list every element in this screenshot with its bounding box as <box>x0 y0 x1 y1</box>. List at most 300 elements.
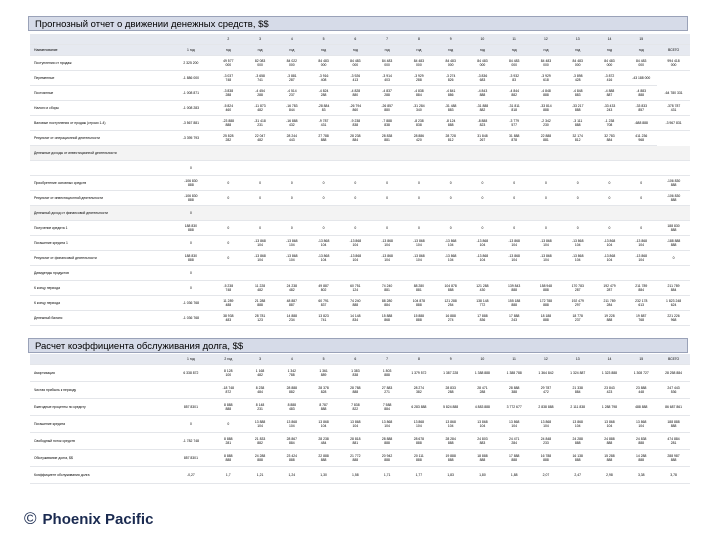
table-cell: К концу периода <box>30 296 169 311</box>
table-cell: -4 883 888 <box>625 86 657 101</box>
table-cell: -3 926 413 <box>339 71 371 86</box>
table-cell <box>498 146 530 161</box>
table-cell: 0 <box>212 176 244 191</box>
table-cell: 0 <box>403 176 435 191</box>
table-cell <box>530 266 562 281</box>
table-cell <box>562 161 594 176</box>
table-cell: 84 483 000 <box>371 56 403 71</box>
table-cell: Обслуживание долга, $$ <box>30 450 169 467</box>
table-cell: 28 838 881 <box>371 131 403 146</box>
table-cell: 28 284 888 <box>435 433 467 450</box>
table-cell: 1 388 788 <box>498 365 530 382</box>
table-cell: Денежный баланс <box>30 311 169 326</box>
table-cell <box>371 206 403 221</box>
table-cell: 6 283 888 <box>403 399 435 416</box>
table-cell: 0 <box>371 191 403 206</box>
table-cell <box>276 146 308 161</box>
table-cell: -4 837 288 <box>371 86 403 101</box>
table-cell: 0 <box>244 221 276 236</box>
table-cell: 24 471 284 <box>498 433 530 450</box>
table-cell: 16 138 888 <box>562 450 594 467</box>
table-cell: 19 228 888 <box>594 311 626 326</box>
table-cell: -13 868 104 <box>498 236 530 251</box>
table-cell: 0 <box>594 221 626 236</box>
table-cell: 3 772 677 <box>498 399 530 416</box>
table-cell: 0 <box>308 221 340 236</box>
table-cell: 1,71 <box>371 467 403 484</box>
table-cell: 84 483 000 <box>403 56 435 71</box>
table-cell: 0 <box>212 191 244 206</box>
table-cell: 13 868 104 <box>562 416 594 433</box>
table-cell: 1 383 838 <box>339 365 371 382</box>
table-cell: год <box>498 45 530 56</box>
table-cell: 1,30 <box>308 467 340 484</box>
table-cell: год <box>308 45 340 56</box>
table-cell: -3 274 826 <box>435 71 467 86</box>
table-cell <box>657 146 690 161</box>
table-cell <box>498 161 530 176</box>
table-cell: -3 567 881 <box>169 116 212 131</box>
table-cell: Постоянные <box>30 86 169 101</box>
table-cell: 14 148 834 <box>339 311 371 326</box>
table-cell: -13 868 104 <box>594 251 626 266</box>
table-cell: 4 <box>276 354 308 365</box>
table-cell: 15 888 888 <box>403 311 435 326</box>
table-cell <box>308 206 340 221</box>
table-cell: 28 471 288 <box>467 382 499 399</box>
table-cell: 29 787 472 <box>530 382 562 399</box>
table-cell: -1 782 748 <box>169 433 212 450</box>
table-cell: 211 789 884 <box>625 281 657 296</box>
table-cell: 28 888 888 <box>371 433 403 450</box>
cashflow-report-title: Прогнозный отчет о движении денежных средств, $$ <box>28 16 688 31</box>
table-cell: 1,58 <box>339 467 371 484</box>
table-cell <box>625 266 657 281</box>
table-cell: -0,27 <box>169 467 212 484</box>
table-cell: -13 868 104 <box>530 236 562 251</box>
table-cell: 8 888 888 <box>212 399 244 416</box>
table-cell: -4 454 288 <box>244 86 276 101</box>
table-cell: 84 483 000 <box>435 56 467 71</box>
table-cell: 188 830 888 <box>657 221 690 236</box>
table-cell: 8 128 100 <box>212 365 244 382</box>
table-cell: 0 <box>435 191 467 206</box>
table-cell: 188 830 888 <box>169 221 212 236</box>
table-cell: 211 789 284 <box>594 296 626 311</box>
table-cell: 0 <box>625 191 657 206</box>
table-cell: 9 <box>435 34 467 45</box>
table-cell: 9 <box>435 354 467 365</box>
table-cell: -33 433 243 <box>594 101 626 116</box>
table-cell: 14 <box>594 354 626 365</box>
table-cell: 15 888 868 <box>371 311 403 326</box>
table-cell: 2 111 838 <box>562 399 594 416</box>
table-cell: 2 838 888 <box>530 399 562 416</box>
table-cell: 24 288 888 <box>244 450 276 467</box>
table-cell <box>435 266 467 281</box>
table-cell: 188 888 888 <box>657 416 690 433</box>
table-cell: 13 <box>562 34 594 45</box>
table-cell: -3 932 83 <box>498 71 530 86</box>
table-cell: 0 <box>435 176 467 191</box>
table-cell: -13 868 104 <box>435 251 467 266</box>
table-cell: 1 168 482 <box>244 365 276 382</box>
table-cell: 13 868 104 <box>371 416 403 433</box>
table-cell: Получение кредита 1 <box>30 221 169 236</box>
table-cell: 0 <box>403 191 435 206</box>
table-cell: 23 424 888 <box>276 450 308 467</box>
table-cell: 88 280 884 <box>371 296 403 311</box>
table-cell: 7 <box>371 34 403 45</box>
table-cell: 24 888 888 <box>594 433 626 450</box>
table-cell: -4 828 880 <box>339 86 371 101</box>
table-cell: 170 783 287 <box>562 281 594 296</box>
table-cell: -3 779 577 <box>498 116 530 131</box>
table-cell <box>657 161 690 176</box>
table-cell: 0 <box>467 221 499 236</box>
table-cell: 60 791 837 <box>308 296 340 311</box>
debt-service-table <box>30 354 690 484</box>
table-cell: 139 843 888 <box>498 281 530 296</box>
table-cell: -4 841 886 <box>435 86 467 101</box>
table-cell: -13 868 104 <box>594 236 626 251</box>
table-row <box>30 450 690 467</box>
table-cell: -31 418 231 <box>244 116 276 131</box>
table-cell: -13 868 104 <box>403 251 435 266</box>
table-cell: 0 <box>212 416 244 433</box>
table-cell: 3 <box>244 34 276 45</box>
table-cell: -13 868 104 <box>308 251 340 266</box>
table-cell: 28 888 388 <box>498 382 530 399</box>
table-cell <box>562 146 594 161</box>
table-cell: -13 868 104 <box>467 251 499 266</box>
table-cell: 994 418 000 <box>657 56 690 71</box>
table-cell: 8 888 281 <box>212 433 244 450</box>
table-cell: 488 888 <box>625 399 657 416</box>
table-cell: 857 8301 <box>169 450 212 467</box>
table-row <box>30 236 690 251</box>
table-cell: 28 678 888 <box>403 433 435 450</box>
copyright-icon: © <box>24 509 37 528</box>
table-cell: 28 274 382 <box>403 382 435 399</box>
table-cell <box>169 146 212 161</box>
table-cell: 5 <box>308 354 340 365</box>
header-row <box>30 45 690 56</box>
table-cell: 192 479 297 <box>562 296 594 311</box>
table-cell: 5 <box>308 34 340 45</box>
table-row <box>30 382 690 399</box>
table-cell: -31 488 883 <box>435 101 467 116</box>
table-cell: 3,78 <box>657 467 690 484</box>
table-cell: -1 036 768 <box>169 296 212 311</box>
table-cell: -11 873 482 <box>244 101 276 116</box>
table-cell: 31 888 878 <box>498 131 530 146</box>
table-cell: Амортизация <box>30 365 169 382</box>
table-cell <box>308 146 340 161</box>
table-cell: -18 748 872 <box>212 382 244 399</box>
table-cell: 0 <box>498 221 530 236</box>
table-cell: 7 588 884 <box>371 399 403 416</box>
table-row <box>30 281 690 296</box>
table-cell: 84 483 000 <box>625 56 657 71</box>
table-cell: -13 868 104 <box>498 251 530 266</box>
table-cell: -1 008 283 <box>169 101 212 116</box>
table-cell: Результат от инвестиционной деятельности <box>30 191 169 206</box>
table-row <box>30 191 690 206</box>
table-cell: 22 888 888 <box>308 450 340 467</box>
table-cell: 84 483 000 <box>530 56 562 71</box>
table-cell: -13 868 104 <box>371 236 403 251</box>
table-cell: 232 178 613 <box>625 296 657 311</box>
table-cell: 18 888 888 <box>467 450 499 467</box>
table-cell <box>467 266 499 281</box>
table-cell: 1,21 <box>244 467 276 484</box>
table-cell: 18 778 237 <box>562 311 594 326</box>
table-cell: год <box>435 45 467 56</box>
table-cell: 28 781 123 <box>244 311 276 326</box>
table-cell: Приобретение основных средств <box>30 176 169 191</box>
table-cell <box>403 161 435 176</box>
table-cell: -3 929 618 <box>530 71 562 86</box>
table-cell: 38 938 483 <box>212 311 244 326</box>
table-cell: 121 288 430 <box>467 281 499 296</box>
table-cell: 13 888 104 <box>244 416 276 433</box>
table-cell: год <box>467 45 499 56</box>
table-cell: Поступления от продаж <box>30 56 169 71</box>
table-cell: -31 284 340 <box>403 101 435 116</box>
table-cell: -13 868 104 <box>562 236 594 251</box>
table-cell: 21 833 882 <box>244 433 276 450</box>
table-cell: -43 188 000 <box>625 71 657 86</box>
table-cell <box>169 34 212 45</box>
table-cell: 13 868 104 <box>435 416 467 433</box>
table-cell <box>30 34 169 45</box>
table-cell: 25 828 282 <box>212 131 244 146</box>
table-cell: 28 238 484 <box>308 433 340 450</box>
table-cell: 0 <box>169 236 212 251</box>
table-cell: год <box>276 45 308 56</box>
table-cell: -3 881 287 <box>276 71 308 86</box>
table-cell: 28 378 828 <box>308 382 340 399</box>
table-cell: -3 395 793 <box>169 131 212 146</box>
table-cell: 19 888 888 <box>435 450 467 467</box>
table-cell: 15 <box>625 34 657 45</box>
table-row <box>30 416 690 433</box>
table-cell: 0 <box>339 221 371 236</box>
table-cell: 172 788 888 <box>530 296 562 311</box>
table-cell: 27 788 888 <box>308 131 340 146</box>
table-cell <box>467 146 499 161</box>
table-cell: 221 226 968 <box>657 311 690 326</box>
table-cell: Коэффициент обслуживания долга <box>30 467 169 484</box>
table-cell: 28 728 812 <box>435 131 467 146</box>
table-cell: 0 <box>530 191 562 206</box>
table-row <box>30 116 690 131</box>
table-cell: 1,77 <box>403 467 435 484</box>
table-cell: 84 022 000 <box>276 56 308 71</box>
table-cell: -7 888 838 <box>371 116 403 131</box>
table-cell: 14 <box>594 34 626 45</box>
table-cell: 0 <box>276 221 308 236</box>
table-cell: 1 803 888 <box>371 365 403 382</box>
table-cell: -26 857 880 <box>371 101 403 116</box>
table-row <box>30 206 690 221</box>
table-row <box>30 365 690 382</box>
table-cell: год <box>244 45 276 56</box>
table-cell: -3 037 748 <box>212 71 244 86</box>
table-cell <box>244 266 276 281</box>
table-cell: год <box>403 45 435 56</box>
table-cell: 24 838 888 <box>625 433 657 450</box>
table-cell: 2 <box>212 34 244 45</box>
table-cell: -13 868 104 <box>435 236 467 251</box>
table-cell: 1,83 <box>435 467 467 484</box>
table-cell: -16 783 844 <box>276 101 308 116</box>
table-cell: 2,07 <box>530 467 562 484</box>
table-cell: -1 886 000 <box>169 71 212 86</box>
table-cell: 0 <box>244 176 276 191</box>
table-cell: Ежегодные проценты по кредиту <box>30 399 169 416</box>
table-cell: -13 868 104 <box>625 236 657 251</box>
table-cell: -13 868 104 <box>562 251 594 266</box>
table-cell: год <box>594 45 626 56</box>
table-cell: 88 280 881 <box>403 281 435 296</box>
table-cell <box>467 206 499 221</box>
table-cell: -31 811 818 <box>498 101 530 116</box>
table-cell: 82 083 000 <box>244 56 276 71</box>
table-cell <box>625 206 657 221</box>
table-cell: 0 <box>244 191 276 206</box>
table-cell: 211 789 884 <box>657 281 690 296</box>
table-cell: 28 833 288 <box>435 382 467 399</box>
table-cell: 16 788 888 <box>530 450 562 467</box>
table-cell: 0 <box>594 191 626 206</box>
table-cell: 7 <box>371 354 403 365</box>
table-cell <box>212 146 244 161</box>
table-cell: 8 148 231 <box>244 399 276 416</box>
table-cell <box>276 206 308 221</box>
table-cell: -3 967 831 <box>657 116 690 131</box>
table-cell: -13 868 104 <box>467 236 499 251</box>
table-cell <box>244 206 276 221</box>
table-cell: 20 942 888 <box>371 450 403 467</box>
table-cell <box>594 161 626 176</box>
table-cell: -4 844 882 <box>498 86 530 101</box>
table-cell: -13 868 104 <box>244 236 276 251</box>
table-cell: -8 238 838 <box>403 116 435 131</box>
table-cell: 27 883 271 <box>371 382 403 399</box>
table-cell <box>30 354 169 365</box>
table-cell: год <box>530 45 562 56</box>
table-cell: 28 244 443 <box>276 131 308 146</box>
table-cell: -3 111 888 <box>562 116 594 131</box>
table-cell: К концу периода <box>30 281 169 296</box>
table-cell: 60 751 124 <box>339 281 371 296</box>
table-cell: ВСЕГО <box>657 354 690 365</box>
table-cell: -4 848 888 <box>530 86 562 101</box>
table-cell: 5 824 888 <box>435 399 467 416</box>
table-cell: 138 148 772 <box>467 296 499 311</box>
table-cell: 84 483 000 <box>594 56 626 71</box>
table-cell: -13 868 104 <box>276 236 308 251</box>
table-cell <box>657 34 690 45</box>
table-cell: 2,98 <box>594 467 626 484</box>
table-cell: 15 288 888 <box>594 450 626 467</box>
table-cell: 24 288 888 <box>562 433 594 450</box>
table-row <box>30 296 690 311</box>
table-cell: 28 788 888 <box>339 382 371 399</box>
table-cell: -4 514 237 <box>276 86 308 101</box>
table-cell: -8 888 823 <box>467 116 499 131</box>
table-cell: 13 868 104 <box>530 416 562 433</box>
table-cell: 1 364 842 <box>530 365 562 382</box>
table-cell: -4 888 887 <box>594 86 626 101</box>
table-cell: 0 <box>562 176 594 191</box>
table-cell: -3 929 288 <box>403 71 435 86</box>
table-cell <box>562 266 594 281</box>
table-cell: 192 479 287 <box>594 281 626 296</box>
table-cell: 0 <box>435 221 467 236</box>
table-cell: -4 838 884 <box>403 86 435 101</box>
table-cell: 2 год <box>212 354 244 365</box>
table-row <box>30 467 690 484</box>
table-cell: 0 <box>169 416 212 433</box>
table-cell: 74 240 881 <box>371 281 403 296</box>
table-cell: 10 <box>467 354 499 365</box>
table-cell: -4 824 288 <box>308 86 340 101</box>
table-cell: 13 868 104 <box>403 416 435 433</box>
table-cell: 0 <box>212 221 244 236</box>
table-cell: 0 <box>403 221 435 236</box>
table-cell <box>371 146 403 161</box>
table-cell: 104 878 888 <box>403 296 435 311</box>
table-cell: Результат от операционной деятельности <box>30 131 169 146</box>
table-cell: 11 228 482 <box>244 281 276 296</box>
table-cell: 11 <box>498 34 530 45</box>
table-cell: -23 888 888 <box>212 116 244 131</box>
table-cell: 13 868 104 <box>308 416 340 433</box>
table-cell: -3 916 408 <box>308 71 340 86</box>
table-row <box>30 176 690 191</box>
table-cell: 19 887 768 <box>625 311 657 326</box>
table-cell: 8 888 483 <box>276 399 308 416</box>
table-cell <box>530 206 562 221</box>
table-cell: 86 687 861 <box>657 399 690 416</box>
table-cell: 21 772 888 <box>339 450 371 467</box>
table-row <box>30 221 690 236</box>
table-cell: 1 288 798 <box>594 399 626 416</box>
table-cell <box>276 266 308 281</box>
table-cell: -13 868 104 <box>244 251 276 266</box>
table-cell: 1 388 888 <box>467 365 499 382</box>
table-cell: 32 783 884 <box>594 131 626 146</box>
table-cell: 0 <box>169 281 212 296</box>
table-cell: 0 <box>657 251 690 266</box>
table-row <box>30 266 690 281</box>
table-cell: 3,38 <box>625 467 657 484</box>
table-cell <box>276 161 308 176</box>
table-cell: 24 238 482 <box>276 281 308 296</box>
table-cell: -688 888 <box>625 116 657 131</box>
table-cell: 411 236 968 <box>625 131 657 146</box>
table-cell: 188 830 888 <box>169 251 212 266</box>
table-cell <box>498 206 530 221</box>
table-cell <box>435 206 467 221</box>
table-cell: 1,80 <box>467 467 499 484</box>
table-cell: 6 338 872 <box>169 365 212 382</box>
table-cell: 247 443 536 <box>657 382 690 399</box>
table-cell: 8 <box>403 354 435 365</box>
